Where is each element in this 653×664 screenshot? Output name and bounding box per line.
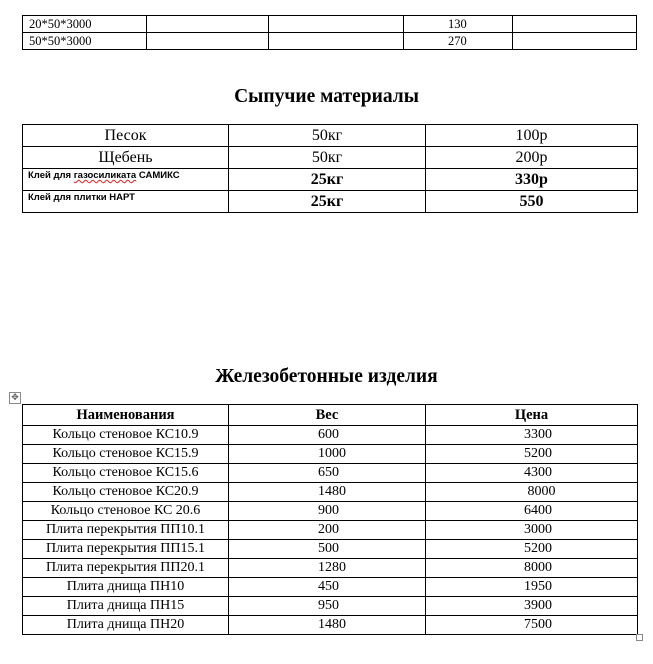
name-part: Клей для — [28, 170, 74, 181]
reinforced-concrete-title: Железобетонные изделия — [215, 366, 438, 387]
table-row — [23, 125, 638, 147]
header-name[interactable]: Наименования — [23, 405, 229, 426]
weight-cell[interactable]: 50кг — [229, 125, 426, 147]
table-row — [23, 616, 638, 635]
table-row — [23, 426, 638, 445]
price-cell[interactable]: 270 — [404, 33, 513, 50]
table-row — [23, 597, 638, 616]
table-row — [23, 483, 638, 502]
top-table — [22, 15, 637, 50]
price-cell[interactable]: 4300 — [426, 464, 638, 483]
name-cell[interactable]: Кольцо стеновое КС15.9 — [23, 445, 229, 464]
name-cell[interactable]: Плита днища ПН20 — [23, 616, 229, 635]
weight-cell[interactable]: 500 — [229, 540, 426, 559]
name-cell[interactable] — [23, 169, 229, 191]
price-cell[interactable]: 130 — [404, 16, 513, 33]
weight-cell[interactable]: 50кг — [229, 147, 426, 169]
name-part: САМИКС — [136, 170, 180, 181]
empty-cell[interactable] — [269, 33, 404, 50]
header-weight[interactable]: Вес — [229, 405, 426, 426]
empty-cell[interactable] — [147, 16, 269, 33]
name-cell[interactable]: Плита перекрытия ПП15.1 — [23, 540, 229, 559]
misspelled-word: газосиликата — [73, 170, 137, 181]
price-cell[interactable]: 3000 — [426, 521, 638, 540]
empty-cell[interactable] — [513, 16, 637, 33]
name-cell[interactable]: Плита перекрытия ПП20.1 — [23, 559, 229, 578]
table-row — [23, 16, 637, 33]
price-cell[interactable]: 8000 — [426, 559, 638, 578]
weight-cell[interactable]: 650 — [229, 464, 426, 483]
weight-cell[interactable]: 1480 — [229, 483, 426, 502]
table-row — [23, 521, 638, 540]
reinforced-concrete-table — [22, 404, 638, 635]
name-cell[interactable]: Плита днища ПН10 — [23, 578, 229, 597]
weight-cell[interactable]: 1480 — [229, 616, 426, 635]
price-cell[interactable]: 5200 — [426, 540, 638, 559]
table-row — [23, 464, 638, 483]
price-cell[interactable]: 7500 — [426, 616, 638, 635]
price-cell[interactable]: 5200 — [426, 445, 638, 464]
price-cell[interactable]: 330р — [426, 169, 638, 191]
price-cell[interactable]: 200р — [426, 147, 638, 169]
weight-cell[interactable]: 1280 — [229, 559, 426, 578]
weight-cell[interactable]: 1000 — [229, 445, 426, 464]
bulk-materials-table — [22, 124, 638, 213]
size-cell[interactable]: 50*50*3000 — [23, 33, 147, 50]
header-price[interactable]: Цена — [426, 405, 638, 426]
price-cell[interactable]: 3300 — [426, 426, 638, 445]
size-cell[interactable]: 20*50*3000 — [23, 16, 147, 33]
price-cell[interactable]: 100р — [426, 125, 638, 147]
weight-cell[interactable]: 900 — [229, 502, 426, 521]
table-row — [23, 147, 638, 169]
header-row — [23, 405, 638, 426]
name-cell[interactable]: Песок — [23, 125, 229, 147]
name-cell[interactable]: Щебень — [23, 147, 229, 169]
name-cell[interactable]: Кольцо стеновое КС10.9 — [23, 426, 229, 445]
table-row — [23, 540, 638, 559]
price-cell[interactable]: 6400 — [426, 502, 638, 521]
table-row — [23, 169, 638, 191]
price-cell[interactable]: 8000 — [426, 483, 638, 502]
name-cell[interactable]: Плита днища ПН15 — [23, 597, 229, 616]
table-row — [23, 445, 638, 464]
table-move-icon[interactable]: ✥ — [9, 392, 21, 404]
rc-table-body — [23, 426, 638, 635]
weight-cell[interactable]: 200 — [229, 521, 426, 540]
name-cell[interactable]: Кольцо стеновое КС15.6 — [23, 464, 229, 483]
table-row — [23, 578, 638, 597]
weight-cell[interactable]: 600 — [229, 426, 426, 445]
price-cell[interactable]: 1950 — [426, 578, 638, 597]
name-cell[interactable]: Кольцо стеновое КС20.9 — [23, 483, 229, 502]
table-row — [23, 502, 638, 521]
table-row — [23, 559, 638, 578]
table-row — [23, 33, 637, 50]
weight-cell[interactable]: 25кг — [229, 191, 426, 213]
name-cell[interactable]: Клей для плитки НАРТ — [23, 191, 229, 213]
empty-cell[interactable] — [269, 16, 404, 33]
empty-cell[interactable] — [147, 33, 269, 50]
empty-cell[interactable] — [513, 33, 637, 50]
price-cell[interactable]: 3900 — [426, 597, 638, 616]
price-cell[interactable]: 550 — [426, 191, 638, 213]
weight-cell[interactable]: 25кг — [229, 169, 426, 191]
name-cell[interactable]: Плита перекрытия ПП10.1 — [23, 521, 229, 540]
weight-cell[interactable]: 450 — [229, 578, 426, 597]
name-cell[interactable]: Кольцо стеновое КС 20.6 — [23, 502, 229, 521]
bulk-materials-title: Сыпучие материалы — [234, 86, 419, 107]
table-resize-icon[interactable] — [636, 634, 643, 641]
table-row — [23, 191, 638, 213]
weight-cell[interactable]: 950 — [229, 597, 426, 616]
